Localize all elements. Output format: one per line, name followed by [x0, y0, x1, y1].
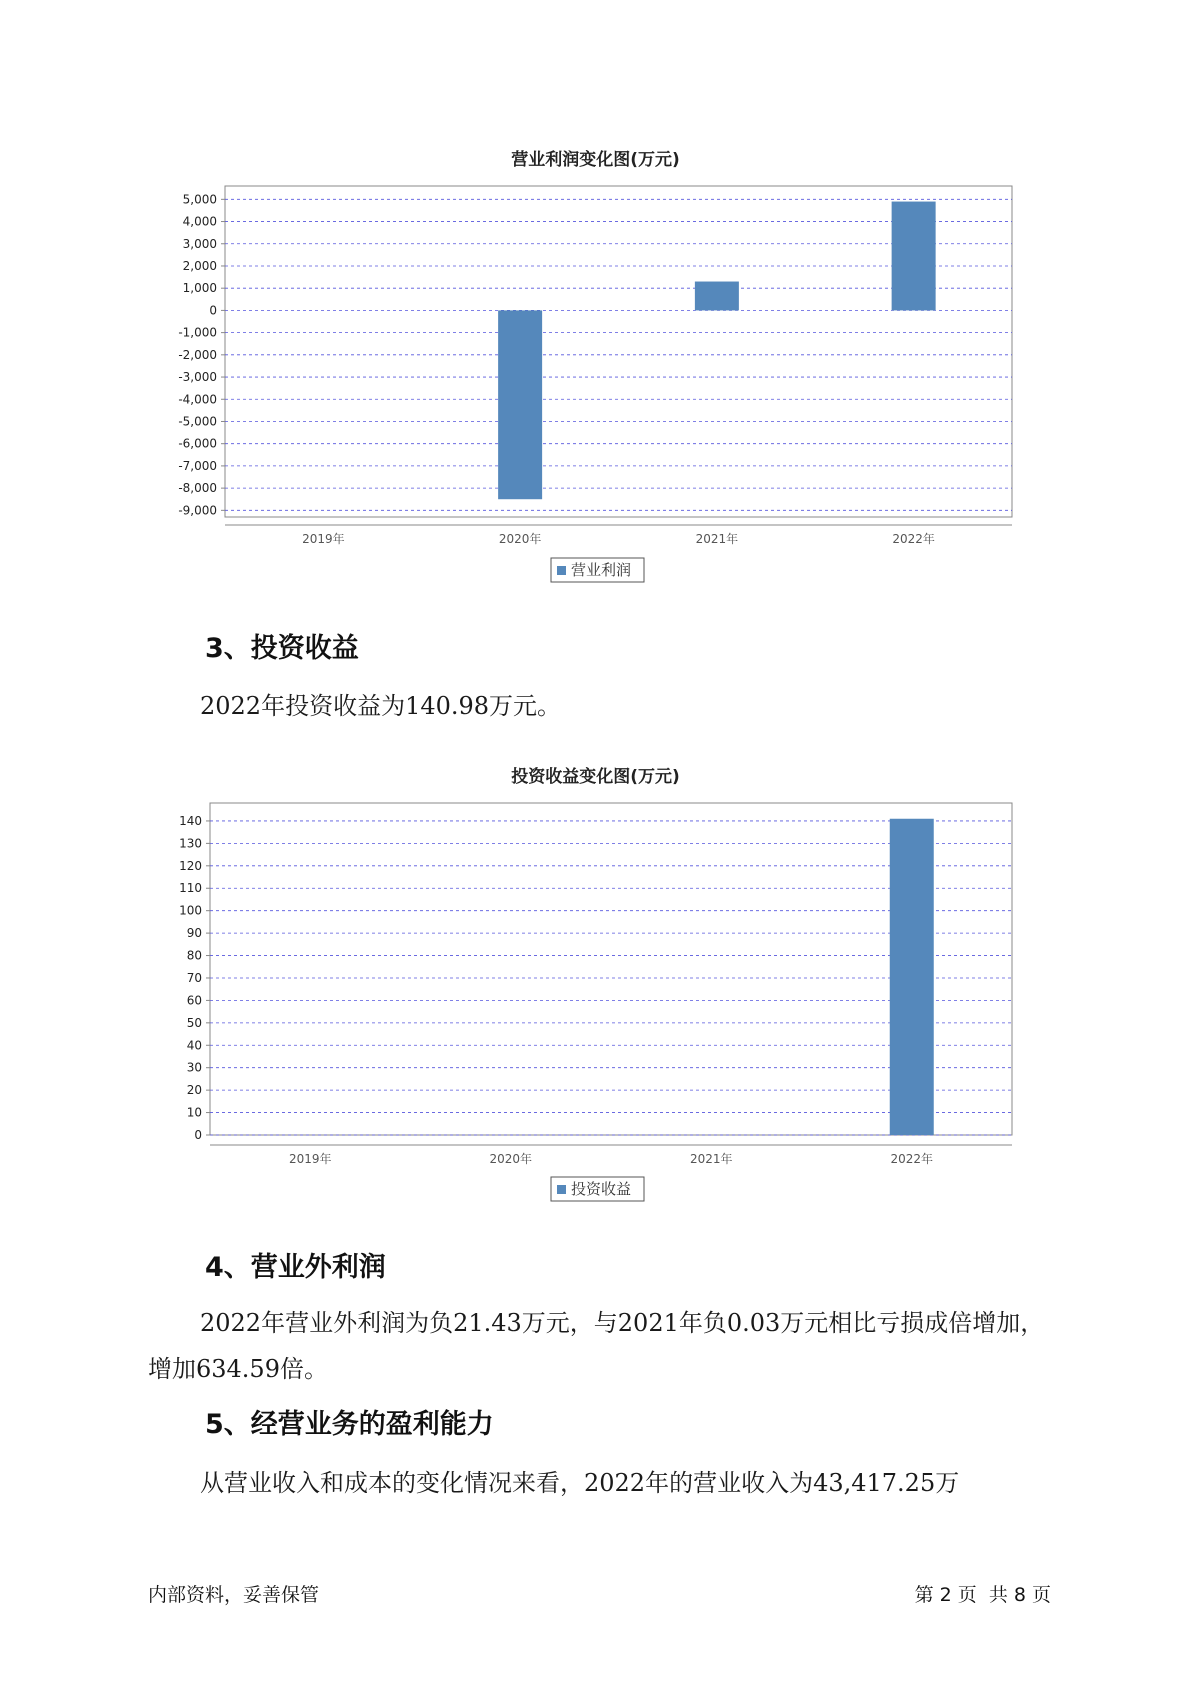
- chart-title-investment-income: 投资收益变化图(万元): [511, 767, 680, 787]
- legend: [551, 1177, 644, 1201]
- footer-confidential-note: 内部资料，妥善保管: [148, 1584, 320, 1606]
- y-tick-label: 10: [186, 1105, 202, 1120]
- legend-swatch: [557, 566, 566, 575]
- legend-label: 投资收益: [571, 1180, 632, 1198]
- chart-title-operating-profit: 营业利润变化图(万元): [511, 150, 680, 170]
- y-tick-label: 2,000: [182, 258, 217, 273]
- y-tick-label: 130: [179, 836, 202, 851]
- footer-page-number: 第 2 页 共 8 页: [914, 1584, 1051, 1606]
- legend-label: 营业利润: [571, 561, 632, 579]
- y-tick-label: 110: [179, 881, 202, 896]
- investment-income-chart: [0, 790, 1191, 1210]
- y-tick-label: 100: [179, 903, 202, 918]
- paragraph-non-operating-profit: 2022年营业外利润为负21.43万元，与2021年负0.03万元相比亏损成倍增加，增加634.59倍。: [148, 1309, 1045, 1383]
- y-tick-label: 1,000: [182, 281, 217, 296]
- bar: [498, 310, 542, 499]
- x-tick-label: 2020年: [498, 532, 542, 546]
- y-tick-label: 140: [179, 813, 202, 828]
- y-tick-label: 4,000: [182, 214, 217, 229]
- heading-non-operating-profit: 4、营业外利润: [205, 1252, 386, 1283]
- y-tick-label: -1,000: [178, 325, 217, 340]
- x-tick-label: 2022年: [892, 532, 935, 546]
- y-tick-label: -7,000: [178, 458, 217, 473]
- x-tick-label: 2021年: [695, 532, 739, 546]
- y-tick-label: 40: [186, 1038, 202, 1053]
- y-tick-label: 20: [186, 1083, 202, 1098]
- heading-business-profitability: 5、经营业务的盈利能力: [205, 1409, 494, 1440]
- y-tick-label: 3,000: [182, 236, 217, 251]
- paragraph-business-profitability: 从营业收入和成本的变化情况来看，2022年的营业收入为43,417.25万: [200, 1469, 960, 1497]
- operating-profit-chart: [0, 170, 1191, 590]
- paragraph-investment-income: 2022年投资收益为140.98万元。: [200, 692, 562, 720]
- y-tick-label: 60: [186, 993, 202, 1008]
- y-tick-label: 0: [209, 303, 217, 318]
- x-tick-label: 2020年: [489, 1152, 533, 1166]
- bar: [890, 819, 934, 1135]
- legend-swatch: [557, 1185, 566, 1194]
- y-tick-label: 80: [186, 948, 202, 963]
- legend: [551, 558, 644, 582]
- x-tick-label: 2021年: [689, 1152, 733, 1166]
- x-tick-label: 2019年: [302, 532, 345, 546]
- y-tick-label: 30: [186, 1060, 202, 1075]
- y-tick-label: -2,000: [178, 347, 217, 362]
- y-tick-label: 5,000: [182, 192, 217, 207]
- y-tick-label: 70: [186, 970, 202, 985]
- y-tick-label: 90: [186, 926, 202, 941]
- x-tick-label: 2019年: [288, 1152, 332, 1166]
- y-tick-label: -3,000: [178, 370, 217, 385]
- y-tick-label: 120: [179, 858, 202, 873]
- y-tick-label: -5,000: [178, 414, 217, 429]
- bar: [695, 282, 739, 311]
- y-tick-label: 0: [194, 1128, 202, 1142]
- heading-investment-income: 3、投资收益: [205, 633, 359, 664]
- y-tick-label: 50: [186, 1015, 202, 1030]
- y-tick-label: -9,000: [178, 503, 217, 518]
- bar: [892, 202, 936, 311]
- x-tick-label: 2022年: [890, 1152, 934, 1166]
- y-tick-label: -4,000: [178, 392, 217, 407]
- y-tick-label: -8,000: [178, 481, 217, 496]
- y-tick-label: -6,000: [178, 436, 217, 451]
